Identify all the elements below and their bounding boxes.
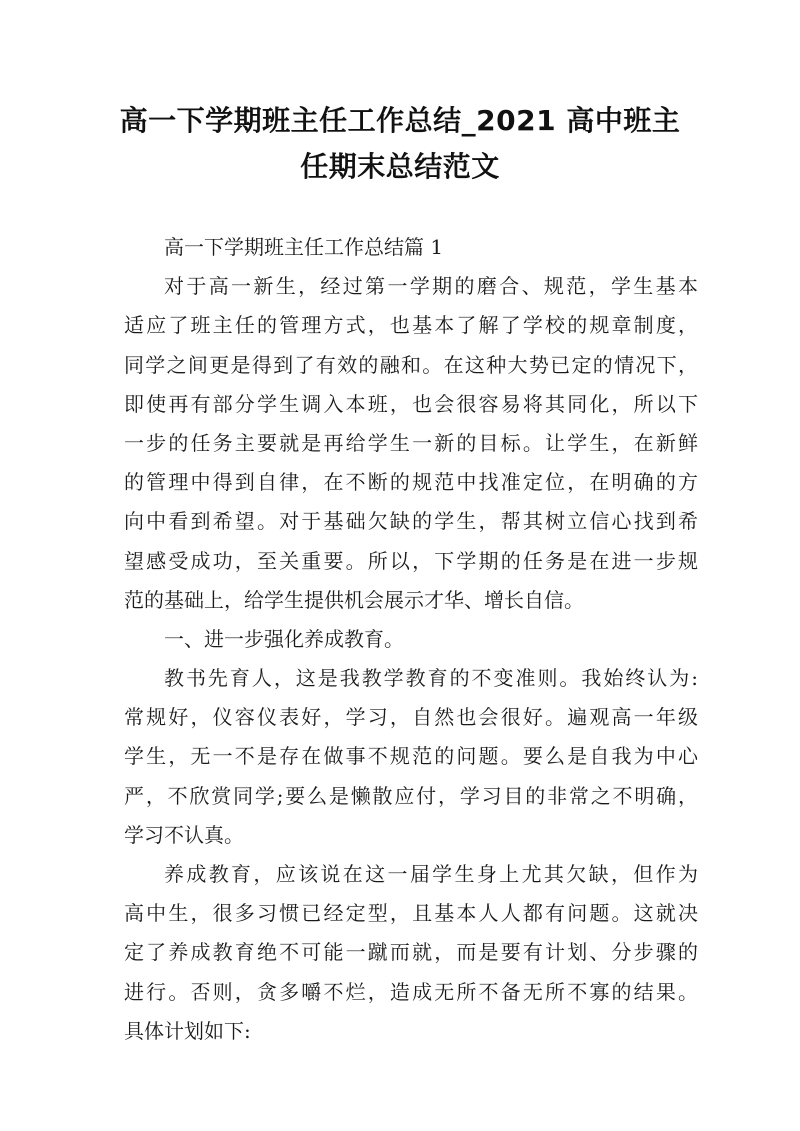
paragraph-line: 范的基础上，给学生提供机会展示才华、增长自信。 (124, 587, 584, 612)
document-body (124, 228, 698, 1051)
paragraph-line: 养成教育，应该说在这一届学生身上尤其欠缺，但作为 (164, 862, 698, 886)
paragraph-line: 严，不欣赏同学;要么是懒散应付，学习目的非常之不明确， (124, 783, 698, 808)
paragraph-line: 学生，无一不是存在做事不规范的问题。要么是自我为中心 (124, 744, 698, 769)
paragraph-line: 高中生，很多习惯已经定型，且基本人人都有问题。这就决 (124, 901, 698, 926)
document-title (100, 98, 700, 190)
subsection-heading: 一、进一步强化养成教育。 (164, 626, 404, 651)
paragraph-line: 具体计划如下: (124, 1018, 251, 1043)
paragraph-line: 适应了班主任的管理方式，也基本了解了学校的规章制度， (124, 313, 698, 338)
paragraph-line: 的管理中得到自律，在不断的规范中找准定位，在明确的方 (124, 470, 698, 495)
paragraph-line: 定了养成教育绝不可能一蹴而就，而是要有计划、分步骤的 (124, 940, 698, 965)
paragraph-line: 即使再有部分学生调入本班，也会很容易将其同化，所以下 (124, 391, 698, 416)
paragraph-line: 教书先育人，这是我教学教育的不变准则。我始终认为: (164, 666, 698, 691)
paragraph-line: 对于高一新生，经过第一学期的磨合、规范，学生基本 (164, 274, 698, 299)
paragraph-line: 向中看到希望。对于基础欠缺的学生，帮其树立信心找到希 (124, 509, 698, 534)
paragraph-line: 望感受成功，至关重要。所以，下学期的任务是在进一步规 (124, 548, 698, 573)
paragraph-line: 学习不认真。 (124, 822, 244, 847)
paragraph-line: 常规好，仪容仪表好，学习，自然也会很好。遍观高一年级 (124, 705, 698, 730)
title-line-1: 高一下学期班主任工作总结_2021 高中班主 (119, 104, 681, 137)
paragraph-line: 一步的任务主要就是再给学生一新的目标。让学生，在新鲜 (124, 430, 698, 455)
section-heading: 高一下学期班主任工作总结篇 1 (164, 235, 444, 259)
title-line-2: 任期末总结范文 (300, 150, 500, 183)
paragraph-line: 进行。否则，贪多嚼不烂，造成无所不备无所不寡的结果。 (124, 979, 698, 1004)
paragraph-line: 同学之间更是得到了有效的融和。在这种大势已定的情况下， (124, 352, 698, 377)
